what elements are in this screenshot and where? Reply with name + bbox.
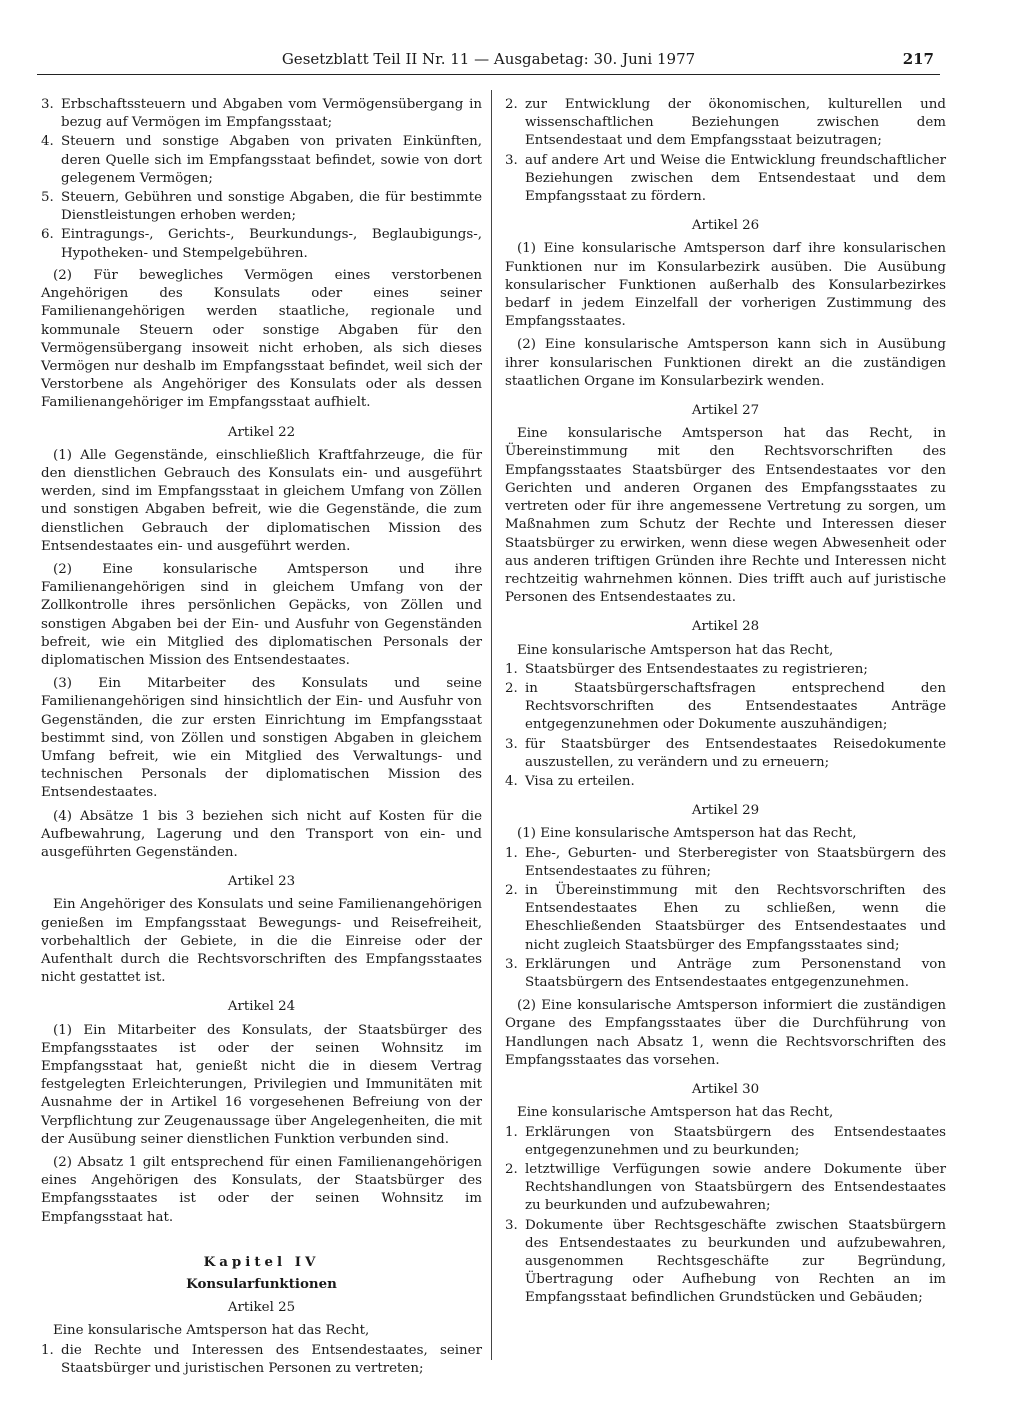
- paragraph: (2) Eine konsularische Amtsperson und ihre Familienangehörigen sind in gleichem Umfang von der Zollkontrolle ihres persönlichen Gepäcks, von Zöllen und sonstigen Abgaben bei der Ein- und Ausfuhr von Gegenständen befreit, wie ein Mitglied des diplomatischen Personals der diplomatischen Mission des Entsendestaates.: [41, 561, 482, 668]
- list-item: [505, 1161, 946, 1216]
- article-heading: Artikel 27: [691, 403, 760, 419]
- paragraph: (2) Absatz 1 gilt entsprechend für einen Familienangehörigen eines Angehörigen des Konsulats, der Staatsbürger des Empfangsstaates ist oder der seinen Wohnsitz im Empfangsstaat hat.: [41, 1155, 482, 1225]
- paragraph: Eine konsularische Amtsperson hat das Recht,: [517, 642, 834, 658]
- list-item: [505, 1124, 946, 1160]
- article-heading: Artikel 29: [691, 803, 760, 819]
- article-heading: Artikel 26: [691, 218, 760, 234]
- item-text: Visa zu erteilen.: [525, 774, 635, 789]
- article-heading: Artikel 24: [227, 999, 296, 1015]
- item-text: Dokumente über Rechtsgeschäfte zwischen Staatsbürgern des Entsendestaates zu beurkunden und aufzubewahren, ausgenommen Rechtsgeschäfte zur Begründung, Übertragung oder Aufhebung von Rechten an im Empfangsstaat befindlichen Grundstücken und Gebäuden;: [525, 1217, 946, 1306]
- item-number: 1.: [41, 1342, 54, 1358]
- item-number: 2.: [505, 680, 518, 696]
- list-item: [41, 189, 482, 225]
- item-text: für Staatsbürger des Entsendestaates Reisedokumente auszustellen, zu verändern und zu erneuern;: [525, 736, 946, 770]
- item-number: 4.: [505, 773, 518, 789]
- list-item: [505, 680, 946, 735]
- paragraph: (2) Eine konsularische Amtsperson informiert die zuständigen Organe des Empfangsstaates über die Durchführung von Handlungen nach Absatz 1, wenn die Rechtsvorschriften des Empfangsstaates das vorsehen.: [505, 998, 946, 1068]
- paragraph: Eine konsularische Amtsperson hat das Recht,: [517, 1105, 834, 1121]
- list-item: [505, 736, 946, 772]
- item-number: 1.: [505, 1124, 518, 1140]
- paragraph: Ein Angehöriger des Konsulats und seine Familienangehörigen genießen im Empfangsstaat Bewegungs- und Reisefreiheit, vorbehaltlich der Gebiete, in die die Einreise oder der Aufenthalt durch die Rechtsvorschriften des Empfangsstaates nicht gestattet ist.: [41, 897, 482, 986]
- item-text: Ehe-, Geburten- und Sterberegister von Staatsbürgern des Entsendestaates zu führen;: [525, 845, 946, 879]
- paragraph: (3) Ein Mitarbeiter des Konsulats und seine Familienangehörigen sind hinsichtlich der Ein- und Ausfuhr von Gegenständen, die zur ersten Einrichtung im Empfangsstaat bestimmt sind, von Zöllen und sonstigen Abgaben in gleichem Umfang befreit, wie ein Mitglied des Verwaltungs- und technischen Personals der diplomatischen Mission des Entsendestaates.: [41, 676, 482, 801]
- article-heading: Artikel 25: [227, 1300, 296, 1316]
- item-text: Staatsbürger des Entsendestaates zu registrieren;: [525, 661, 868, 677]
- chapter-heading: Kapitel IV: [203, 1253, 320, 1270]
- list-item: [505, 845, 946, 881]
- item-number: 4.: [41, 134, 54, 150]
- item-text: Steuern, Gebühren und sonstige Abgaben, die für bestimmte Dienstleistungen erhoben werden;: [61, 190, 482, 224]
- chapter-subtitle: Konsularfunktionen: [186, 1276, 337, 1293]
- list-item: [505, 152, 946, 207]
- paragraph: Eine konsularische Amtsperson hat das Recht,: [53, 1323, 370, 1339]
- article-heading: Artikel 23: [227, 874, 296, 890]
- list-item: [505, 1217, 946, 1308]
- item-number: 2.: [505, 97, 518, 112]
- item-number: 3.: [505, 152, 518, 168]
- right-column: [505, 96, 946, 1309]
- item-number: 3.: [505, 736, 518, 752]
- item-number: 1.: [505, 845, 518, 861]
- item-number: 3.: [505, 1217, 518, 1233]
- article-heading: Artikel 28: [691, 619, 760, 635]
- list-item: [41, 133, 482, 188]
- list-item: [505, 773, 946, 791]
- article-heading: Artikel 22: [227, 424, 296, 440]
- item-number: 2.: [505, 1161, 518, 1177]
- item-number: 3.: [41, 97, 54, 112]
- list-item: [505, 661, 946, 679]
- item-number: 6.: [41, 227, 54, 243]
- item-text: Erbschaftssteuern und Abgaben vom Vermögensübergang in bezug auf Vermögen im Empfangsstaat;: [61, 97, 482, 131]
- item-text: zur Entwicklung der ökonomischen, kulturellen und wissenschaftlichen Beziehungen zwischen dem Entsendestaat und dem Empfangsstaat beizutragen;: [525, 97, 946, 149]
- list-item: [505, 96, 946, 151]
- left-column: [41, 96, 482, 1379]
- item-text: Erklärungen von Staatsbürgern des Entsendestaates entgegenzunehmen und zu beurkunden;: [525, 1124, 946, 1158]
- list-item: [41, 226, 482, 262]
- paragraph: Eine konsularische Amtsperson hat das Recht, in Übereinstimmung mit den Rechtsvorschriften des Empfangsstaates Staatsbürger des Entsendestaates vor den Gerichten und anderen Organen des Empfangsstaates zu vertreten oder für ihre angemessene Vertretung zu sorgen, um Maßnahmen zum Schutz der Rechte und Interessen dieser Staatsbürger zu erwirken, wenn diese wegen Abwesenheit oder aus anderen triftigen Gründen ihre Rechte und Interessen nicht rechtzeitig wahrnehmen können. Dies trifft auch auf juristische Personen des Entsendestaates zu.: [505, 426, 946, 606]
- item-text: die Rechte und Interessen des Entsendestaates, seiner Staatsbürger und juristischen Personen zu vertreten;: [61, 1342, 482, 1376]
- running-header: [37, 50, 940, 75]
- column-divider: [491, 90, 492, 1360]
- paragraph: (2) Für bewegliches Vermögen eines verstorbenen Angehörigen des Konsulats oder eines seiner Familienangehörigen werden staatliche, regionale und kommunale Steuern oder sonstige Abgaben für den Vermögensübergang insoweit nicht erhoben, als sich dieses Vermögen nur deshalb im Empfangsstaat befindet, weil sich der Verstorbene als Angehöriger des Konsulats oder als dessen Familienangehöriger im Empfangsstaat aufhielt.: [41, 267, 482, 411]
- paragraph: (1) Eine konsularische Amtsperson darf ihre konsularischen Funktionen nur im Konsularbezirk ausüben. Die Ausübung konsularischer Funktionen außerhalb des Konsularbezirkes bedarf in jedem Einzelfall der vorherigen Zustimmung des Empfangsstaates.: [505, 241, 946, 330]
- running-title: Gesetzblatt Teil II Nr. 11 — Ausgabetag: 30. Juni 1977: [281, 50, 696, 68]
- item-text: Erklärungen und Anträge zum Personenstand von Staatsbürgern des Entsendestaates entgegenzunehmen.: [525, 956, 946, 991]
- item-text: Eintragungs-, Gerichts-, Beurkundungs-, Beglaubigungs-, Hypotheken- und Stempelgebühren.: [61, 227, 482, 261]
- list-item: [41, 96, 482, 132]
- item-text: in Übereinstimmung mit den Rechtsvorschriften des Entsendestaates Ehen zu schließen, wenn die Eheschließenden Staatsbürger des Entsendestaates und nicht zugleich Staatsbürger des Empfangsstaates sind;: [525, 883, 946, 953]
- item-number: 2.: [505, 883, 518, 899]
- item-text: auf andere Art und Weise die Entwicklung freundschaftlicher Beziehungen zwischen dem Entsendestaat und dem Empfangsstaat zu fördern.: [525, 152, 946, 205]
- paragraph: (4) Absätze 1 bis 3 beziehen sich nicht auf Kosten für die Aufbewahrung, Lagerung und den Transport von ein- und ausgeführten Gegenständen.: [41, 808, 482, 860]
- list-item: [505, 882, 946, 955]
- paragraph: (1) Eine konsularische Amtsperson hat das Recht,: [517, 826, 857, 842]
- item-number: 5.: [41, 190, 54, 206]
- item-number: 1.: [505, 661, 518, 677]
- article-heading: Artikel 30: [691, 1082, 760, 1098]
- page-number: 217: [902, 50, 934, 68]
- list-item: [505, 956, 946, 992]
- item-number: 3.: [505, 956, 518, 972]
- paragraph: (1) Ein Mitarbeiter des Konsulats, der Staatsbürger des Empfangsstaates ist oder der seinen Wohnsitz im Empfangsstaat hat, genießt nicht die in diesem Vertrag festgelegten Erleichterungen, Privilegien und Immunitäten mit Ausnahme der in Artikel 16 vorgesehenen Befreiung von der Verpflichtung zur Zeugenaussage über Angelegenheiten, die mit der Ausübung seiner dienstlichen Funktion verbunden sind.: [41, 1022, 482, 1147]
- paragraph: (2) Eine konsularische Amtsperson kann sich in Ausübung ihrer konsularischen Funktionen direkt an die zuständigen staatlichen Organe im Konsularbezirk wenden.: [505, 337, 946, 389]
- paragraph: (1) Alle Gegenstände, einschließlich Kraftfahrzeuge, die für den dienstlichen Gebrauch des Konsulats ein- und ausgeführt werden, sind im Empfangsstaat in gleichem Umfang von Zöllen und sonstigen Abgaben befreit, wie die Gegenstände, die zum dienstlichen Gebrauch der diplomatischen Mission des Entsendestaates ein- und ausgeführt werden.: [41, 447, 482, 554]
- item-text: letztwillige Verfügungen sowie andere Dokumente über Rechtshandlungen von Staatsbürgern des Entsendestaates zu beurkunden und aufzubewahren;: [525, 1161, 946, 1214]
- list-item: [41, 1342, 482, 1378]
- item-text: in Staatsbürgerschaftsfragen entsprechend den Rechtsvorschriften des Entsendestaates Anträge entgegenzunehmen oder Dokumente auszuhändigen;: [525, 680, 946, 733]
- item-text: Steuern und sonstige Abgaben von privaten Einkünften, deren Quelle sich im Empfangsstaat befindet, sowie von dort gelegenem Vermögen;: [61, 134, 482, 186]
